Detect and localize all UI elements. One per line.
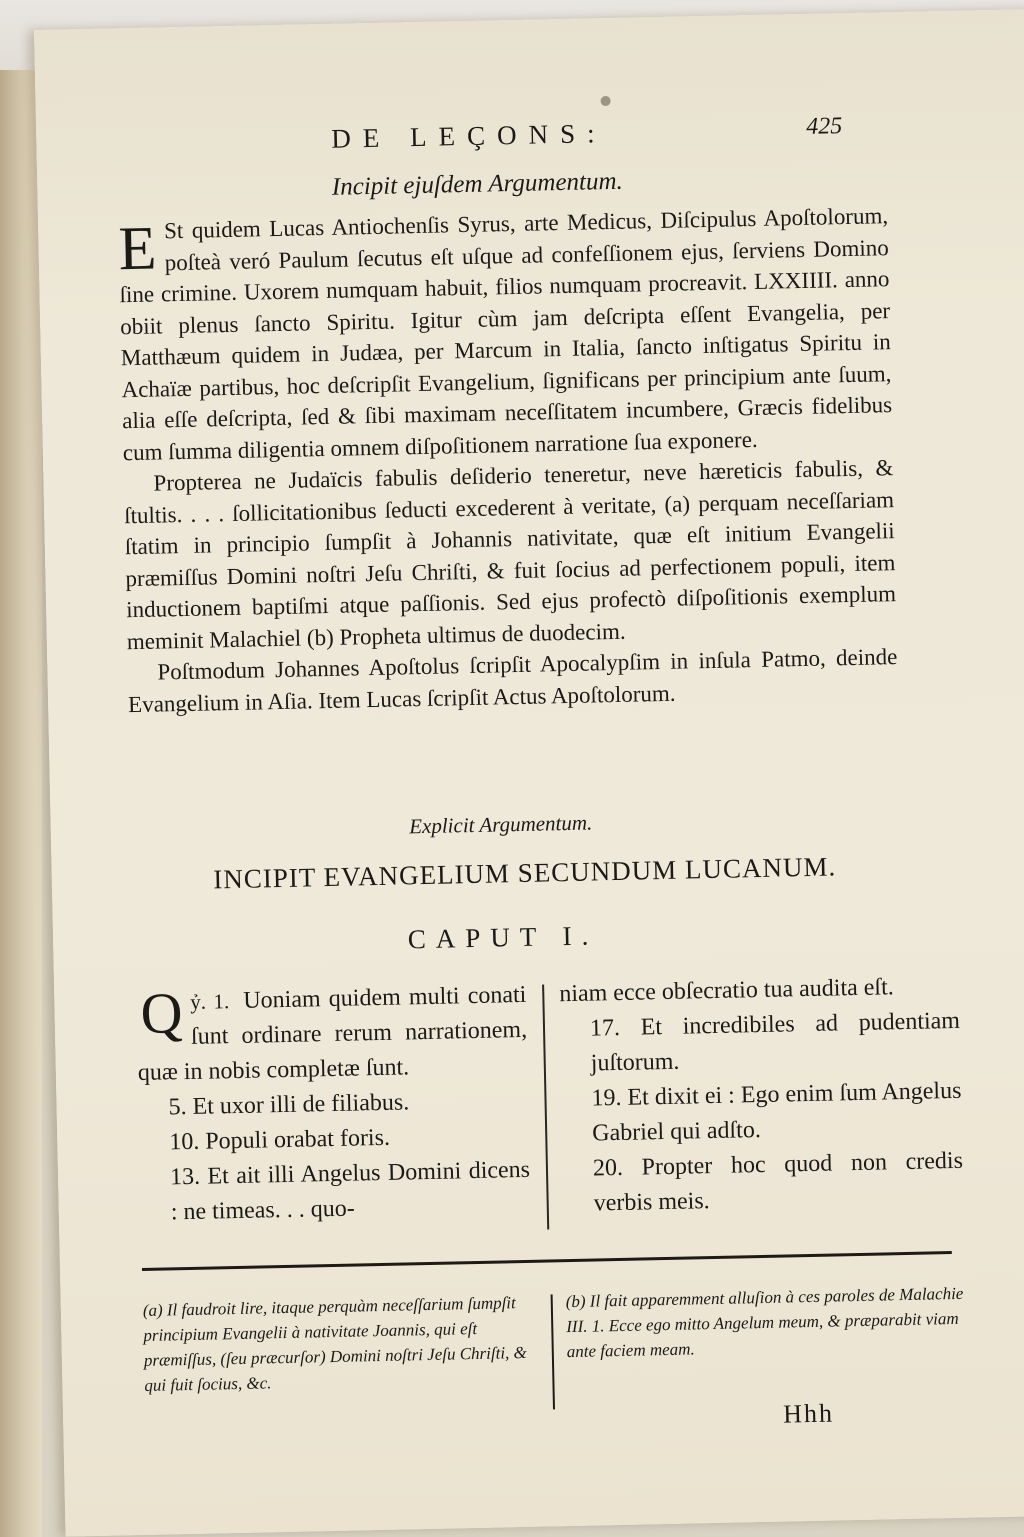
page-number: 425 [805, 113, 843, 140]
dropcap-q: Q [139, 980, 184, 1046]
ink-smudge [601, 96, 611, 106]
explicit-line: Explicit Argumentum. [408, 810, 593, 839]
dropcap-e: E [117, 214, 158, 284]
footnote-a: (a) Il faudroit lire, itaque perquàm neceſſarium ſumpſit principium Evangelii à nativitate Joannis, qui eſt præmiſſus, (ſeu præcurſor) Domini noſtri Jeſu Chriſti, & qui fuit ſocius, &c. [142, 1293, 527, 1395]
book-page [34, 9, 1024, 1537]
verses-right-column [559, 969, 964, 1222]
argument-paragraph-2: Propterea ne Judaïcis fabulis deſiderio teneretur, neve hæreticis fabulis, & ſtultis. . . . ſollicitationibus ſeducti excederent à veritate, (a) perquam neceſſariam ſtatim in principio ſumpſit à Johannis nativitate, quæ eſt initium Evangelii præmiſſus Domini noſtri Jeſu Chriſti, & fuit ſocius ad perfectionem populi, item inductionem baptiſmi atque paſſionis. Sed ejus profectò diſpoſitionis exemplum meminit Malachiel (b) Propheta ultimus de duodecim. [123, 455, 897, 654]
verse-1 [136, 978, 528, 1091]
signature-mark: Hhh [782, 1398, 835, 1429]
verse-13-continued: niam ecce obſecratio tua audita eſt. [559, 974, 895, 1008]
verse-13: 13. Et ait illi Angelus Domini dicens : ne timeas. . . quo- [169, 1156, 531, 1226]
running-head: DE LEÇONS: [331, 118, 607, 154]
verses-left-column [136, 978, 531, 1231]
footnote-rule [142, 1251, 952, 1271]
argument-text [118, 200, 898, 720]
argument-title: Incipit ejuſdem Argumentum. [331, 167, 624, 201]
footnote-b: (b) Il fait apparemment alluſion à ces paroles de Malachie III. 1. Ecce ego mitto Angelum meum, & præparabit viam ante faciem meam. [565, 1283, 964, 1362]
page-header [36, 109, 1024, 170]
verse-20: 20. Propter hoc quod non credis verbis meis. [592, 1147, 964, 1217]
verse-marker: ỷ. 1. [190, 989, 230, 1014]
column-divider [542, 985, 549, 1230]
verse-19: 19. Et dixit ei : Ego enim ſum Angelus Gabriel qui adſto. [591, 1077, 962, 1147]
book-left-page-edge [0, 70, 42, 1537]
verse-10: 10. Populi orabat foris. [169, 1124, 391, 1156]
verse-1-text: Uoniam quidem multi conati ſunt ordinare rerum narrationem, quæ in nobis completæ ſunt. [137, 981, 528, 1087]
argument-paragraph-3: Poſtmodum Johannes Apoſtolus ſcripſit Apocalypſim in inſula Patmo, deinde Evangelium in Aſia. Item Lucas ſcripſit Actus Apoſtolorum. [127, 644, 898, 717]
chapter-heading: CAPUT I. [407, 920, 599, 955]
argument-paragraph-1-text: St quidem Lucas Antiochenſis Syrus, arte Medicus, Diſcipulus Apoſtolorum, poſteà veró Paulum ſecutus eſt uſque ad confeſſionem ejus, ſerviens Domino ſine crimine. Uxorem numquam habuit, filios numquam procreavit. LXXIIII. anno obiit plenus ſancto Spiritu. Igitur cùm jam deſcripta eſſent Evangelia, per Matthæum quidem in Judæa, per Marcum in Italia, ſancto inſtigatus Spiritu in Achaïæ partibus, hoc deſcripſit Evangelium, ſignificans per principium ante ſuum, alia eſſe deſcripta, ſed & ſibi maximam neceſſitatem incumbere, Græcis fidelibus cum ſumma diligentia omnem diſpoſitionem narratione ſua exponere. [119, 203, 893, 465]
footnote-divider [551, 1294, 555, 1409]
argument-paragraph-1 [118, 200, 893, 468]
verse-17: 17. Et incredibiles ad pudentiam juſtorum. [589, 1007, 961, 1077]
gospel-title: INCIPIT EVANGELIUM SECUNDUM LUCANUM. [212, 851, 837, 895]
verse-5: 5. Et uxor illi de filiabus. [168, 1089, 410, 1121]
